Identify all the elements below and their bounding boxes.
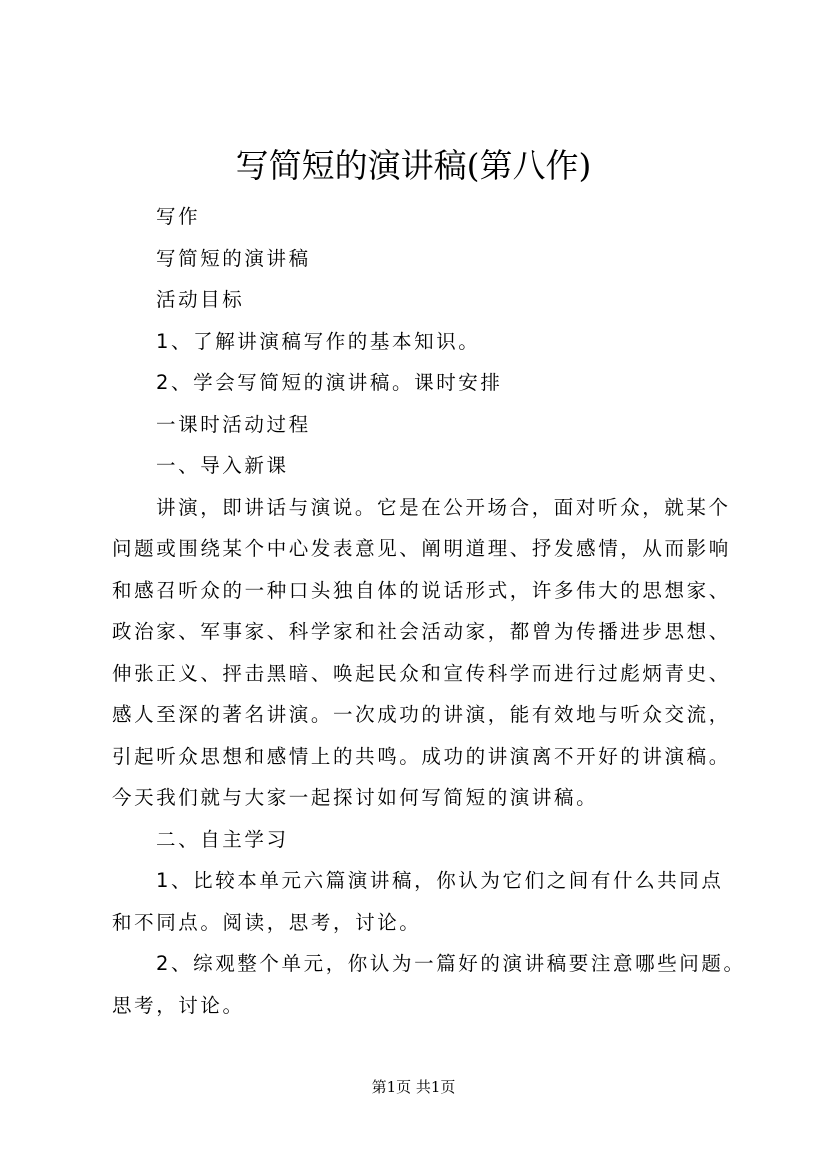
paragraph-line: 讲演，即讲话与演说。它是在公开场合，面对听众，就某个	[156, 495, 731, 519]
page-footer: 第1页 共1页	[371, 1078, 456, 1096]
paragraph-line: 2、学会写简短的演讲稿。课时安排	[156, 371, 503, 394]
paragraph-line: 引起听众思想和感情上的共鸣。成功的讲演离不开好的讲演稿。	[112, 744, 731, 768]
document-body	[112, 196, 752, 1026]
paragraph-line: 活动目标	[156, 288, 245, 311]
paragraph-line: 伸张正义、抨击黑暗、唤起民众和宣传科学而进行过彪炳青史、	[112, 661, 731, 685]
paragraph-line: 政治家、军事家、科学家和社会活动家，都曾为传播进步思想、	[112, 620, 731, 643]
paragraph-line: 和不同点。阅读，思考，讨论。	[112, 910, 422, 934]
paragraph-line: 一课时活动过程	[156, 412, 311, 436]
paragraph-line: 2、综观整个单元，你认为一篇好的演讲稿要注意哪些问题。	[156, 952, 746, 975]
paragraph-line: 和感召听众的一种口头独自体的说话形式，许多伟大的思想家、	[112, 578, 731, 602]
paragraph-line: 1、了解讲演稿写作的基本知识。	[156, 329, 481, 353]
paragraph-line: 1、比较本单元六篇演讲稿，你认为它们之间有什么共同点	[156, 869, 724, 892]
paragraph-line: 写简短的演讲稿	[156, 246, 311, 270]
paragraph-line: 思考，讨论。	[112, 993, 245, 1017]
paragraph-line: 今天我们就与大家一起探讨如何写简短的演讲稿。	[112, 786, 599, 809]
paragraph-line: 感人至深的著名讲演。一次成功的讲演，能有效地与听众交流，	[112, 703, 731, 726]
document-title: 写简短的演讲稿(第八作)	[235, 146, 592, 185]
paragraph-line: 写作	[156, 205, 201, 228]
paragraph-line: 二、自主学习	[156, 827, 289, 851]
paragraph-line: 问题或围绕某个中心发表意见、阐明道理、抒发感情，从而影响	[112, 537, 731, 560]
paragraph-line: 一、导入新课	[156, 454, 289, 477]
